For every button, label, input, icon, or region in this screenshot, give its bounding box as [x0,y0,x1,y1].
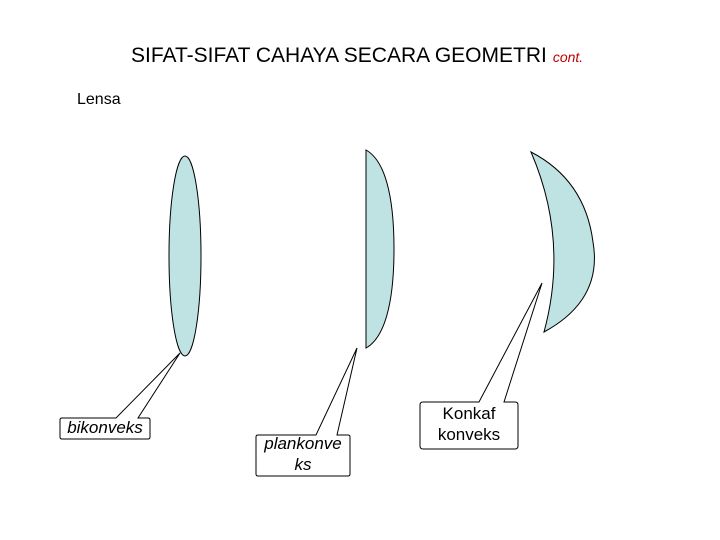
title-main: SIFAT-SIFAT CAHAYA SECARA GEOMETRI [131,44,547,67]
bikonveks-lens [169,156,201,356]
bikonveks-label [58,417,152,438]
bikonveks-label-text: bikonveks [67,418,143,437]
konkaf-konveks-label-line1: Konkaf [442,404,496,423]
plankonveks-label-line1: plankonve [264,434,342,453]
plankonveks-label-line2: ks [294,455,312,474]
plankonveks-label [254,433,352,475]
plankonveks-lens [366,150,394,348]
konkaf-konveks-label [419,403,519,445]
konkaf-konveks-label-line2: konveks [437,425,501,444]
konkaf-konveks-lens [531,152,594,332]
title-suffix: cont. [552,49,584,65]
section-label: Lensa [77,91,121,108]
